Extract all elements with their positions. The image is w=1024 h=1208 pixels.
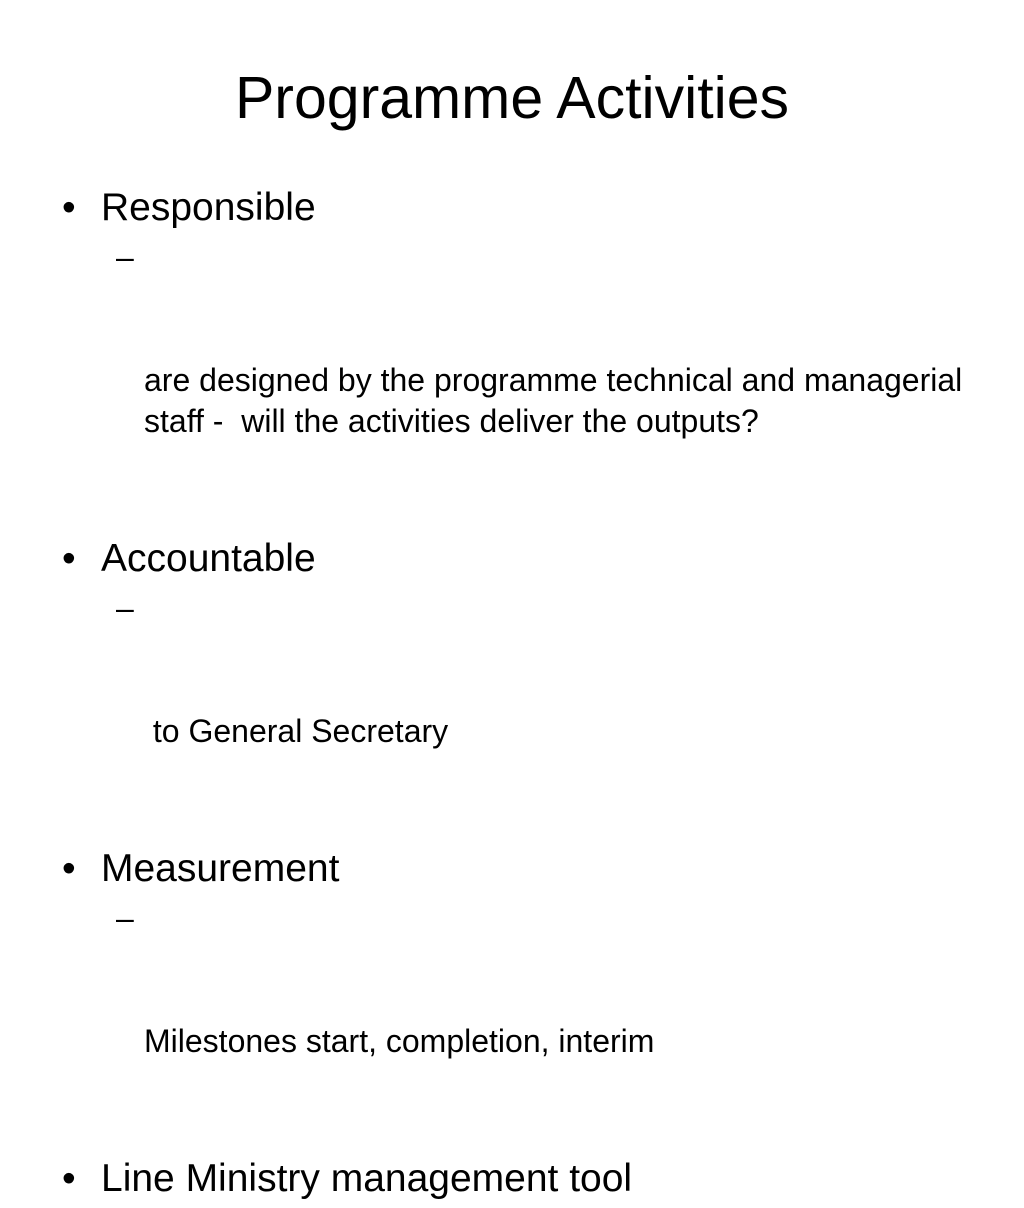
bullet-item-line-ministry — [62, 1154, 982, 1204]
bullet-label: Measurement — [101, 847, 340, 890]
dash-icon: – — [116, 900, 134, 936]
bullet-label: Accountable — [101, 537, 316, 580]
slide-title: Programme Activities — [234, 65, 790, 131]
sub-item-text: Milestones start, completion, interim — [144, 1023, 655, 1059]
sub-list-measurement — [116, 898, 982, 1144]
sub-item-text: to General Secretary — [144, 713, 449, 749]
bullet-icon: • — [62, 1157, 76, 1200]
sub-item — [116, 588, 982, 834]
sub-item-text: are designed by the programme technical and managerial staff - will the activities deliver the outputs? — [144, 362, 972, 439]
bullet-icon: • — [62, 186, 76, 229]
bullet-item-accountable — [62, 534, 982, 584]
sub-item — [116, 237, 982, 524]
bullet-item-responsible — [62, 183, 982, 233]
dash-icon: – — [116, 239, 134, 275]
sub-list-accountable — [116, 588, 982, 834]
sub-item — [116, 898, 982, 1144]
bullet-icon: • — [62, 847, 76, 890]
bullet-label: Responsible — [101, 186, 316, 229]
dash-icon: – — [116, 590, 134, 626]
bullet-label: Line Ministry management tool — [101, 1157, 633, 1200]
bullet-item-measurement — [62, 844, 982, 894]
sub-list-responsible — [116, 237, 982, 524]
bullet-icon: • — [62, 537, 76, 580]
bullet-list — [62, 183, 982, 1208]
